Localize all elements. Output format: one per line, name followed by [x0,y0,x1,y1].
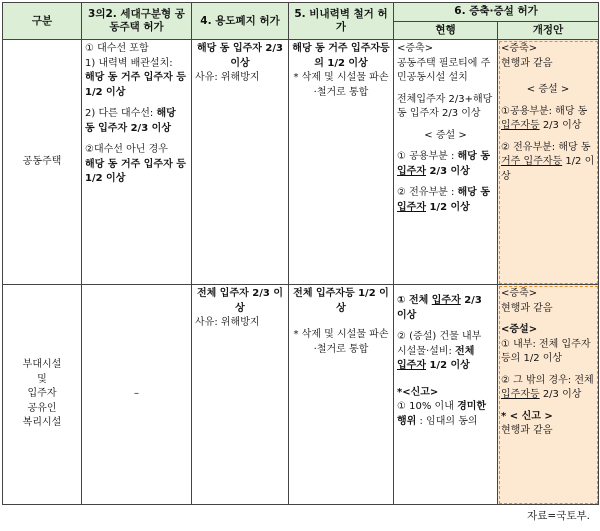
header-category: 구분 [3,3,82,40]
table-row-facilities [3,285,599,505]
header-household-division: 3의2. 세대구분형 공동주택 허가 [82,3,192,40]
cell-apartment-household: ① 대수선 포함 1) 내력벽 배관설치: 해당 동 거주 입주자 등 1/2 이상 2) 다른 대수선: 해당 동 입주자 2/3 이상 ②대수선 아닌 경우 해당 동 거주 입주자 등 1/2 이상 [82,40,192,285]
header-nonbearing-wall: 5. 비내력벽 철거 허가 [289,3,394,40]
source-caption: 자료=국토부. [527,510,590,522]
cell-facilities-wall: 전체 입주자등 1/2 이상 * 삭제 및 시설물 파손·철거로 통합 [289,285,394,505]
header-revised: 개정안 [498,22,599,40]
table-row-apartment [3,40,599,285]
cell-apartment-revised: <증축> 현행과 같음 < 증설 > ①공용부분: 해당 동 입주자등 2/3 이상 ② 전유부분: 해당 동 거주 입주자등 1/2 이상 [498,40,599,285]
cell-facilities-abolition: 전체 입주자 2/3 이상 사유: 위해방지 [192,285,289,505]
cell-apartment-current: <증축> 공동주택 필로티에 주민공동시설 설치 전체입주자 2/3+해당 동 입주자 2/3 이상 < 증설 > ① 공용부분 : 해당 동 입주자 2/3 이상 ② 전유부분 : 해당 동 입주자 1/2 이상 [394,40,498,285]
cell-facilities-revised: <증축> 현행과 같음 <증설> ① 내부: 전체 입주자등의 1/2 이상 ② 그 밖의 경우: 전체 입주자등 2/3 이상 * < 신고 > 현행과 같음 [498,285,599,505]
header-current: 현행 [394,22,498,40]
regulation-comparison-table [2,2,599,505]
cell-facilities-household: – [82,285,192,505]
cell-apartment-wall: 해당 동 거주 입주자등의 1/2 이상 * 삭제 및 시설물 파손·철거로 통합 [289,40,394,285]
row-label-apartment: 공동주택 [3,40,82,285]
header-extension: 6. 증축·증설 허가 [394,3,599,22]
header-use-abolition: 4. 용도폐지 허가 [192,3,289,40]
cell-facilities-current: ① 전체 입주자 2/3 이상 ② (증설) 건물 내부 시설물·설비: 전체 입주자 1/2 이상 *<신고> ① 10% 이내 경미한 행위 : 임대의 동의 [394,285,498,505]
cell-apartment-abolition: 해당 동 입주자 2/3 이상 사유: 위해방지 [192,40,289,285]
row-label-facilities: 부대시설 및 입주자 공유인 복리시설 [3,285,82,505]
